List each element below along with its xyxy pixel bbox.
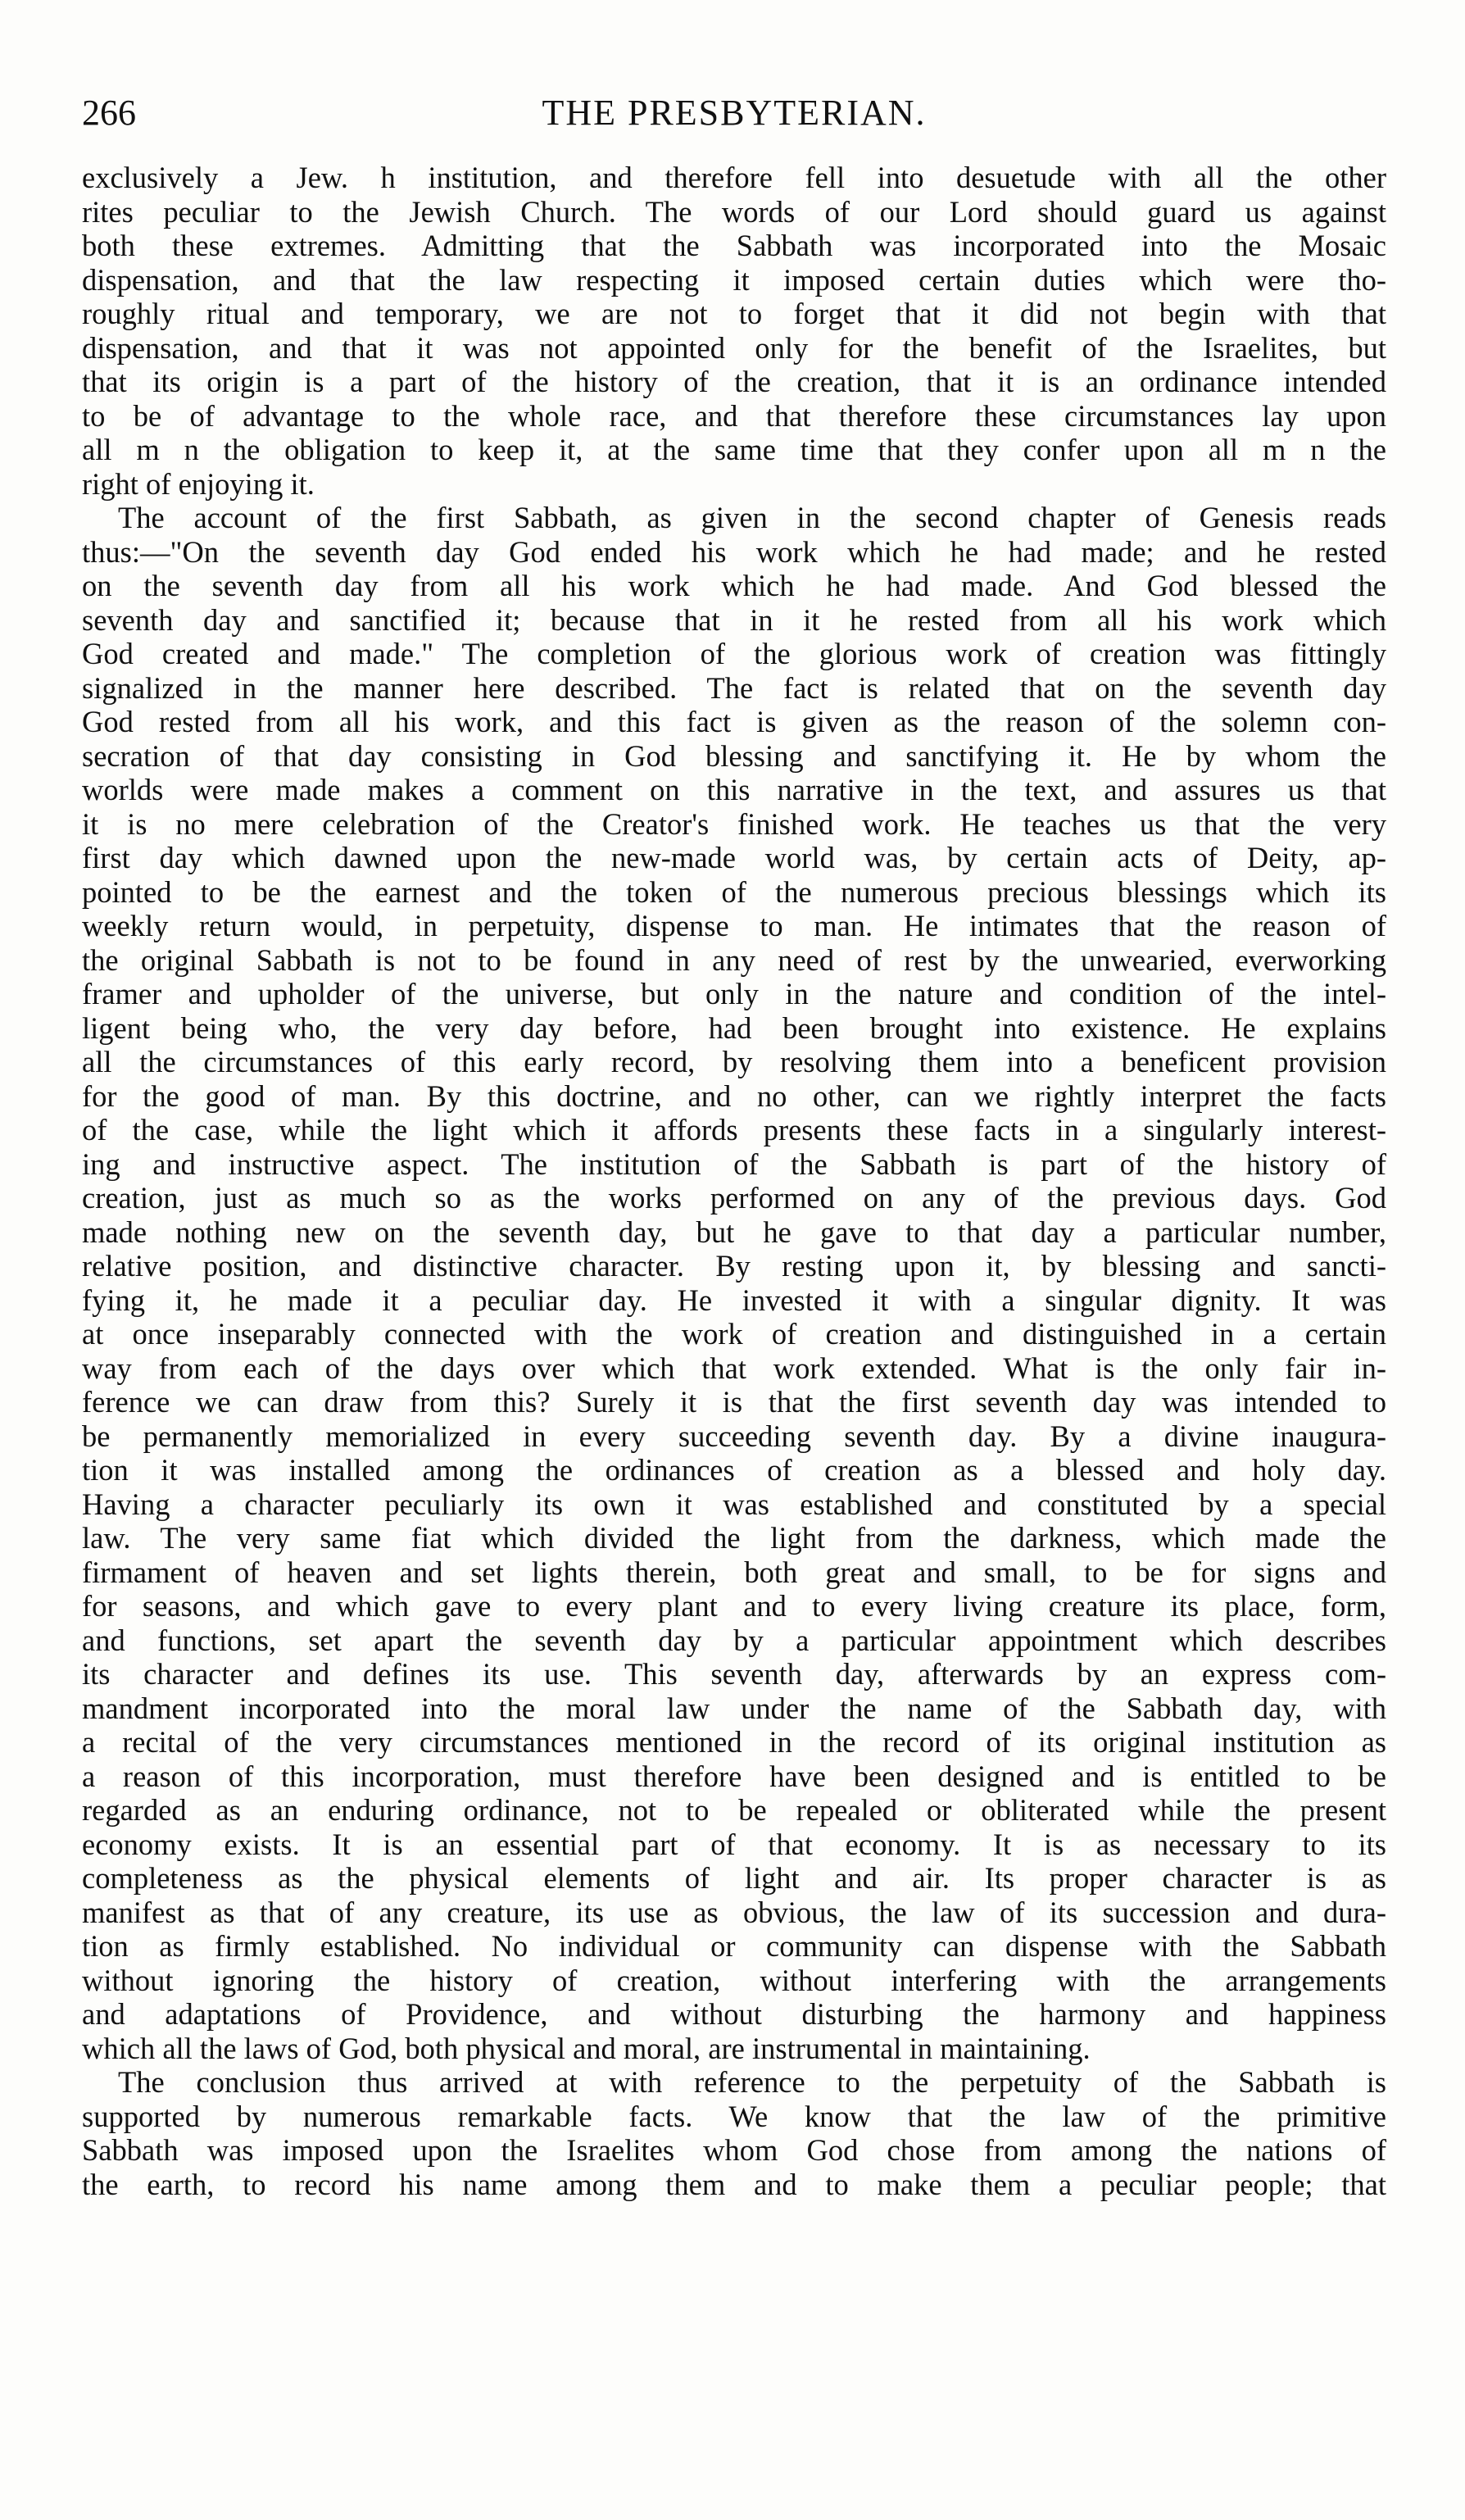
text-line: law. The very same fiat which divided the light from the darkness, which made the <box>82 1521 1386 1555</box>
text-line: ligent being who, the very day before, had been brought into existence. He explains <box>82 1010 1386 1045</box>
text-line: made nothing new on the seventh day, but he gave to that day a particular number, <box>82 1215 1386 1249</box>
text-line: rites peculiar to the Jewish Church. The words of our Lord should guard us against <box>82 194 1386 229</box>
text-line: on the seventh day from all his work which he had made. And God blessed the <box>82 569 1386 602</box>
page-number: 266 <box>82 93 136 133</box>
paragraph <box>82 2065 1386 2201</box>
text-line: for seasons, and which gave to every plant and to every living creature its place, form, <box>82 1589 1386 1623</box>
text-line: that its origin is a part of the history of the creation, that it is an ordinance intended <box>82 365 1386 398</box>
text-line: dispensation, and that the law respecting it imposed certain duties which were tho- <box>82 262 1386 297</box>
text-line: Having a character peculiarly its own it was established and constituted by a special <box>82 1487 1386 1521</box>
text-line: for the good of man. By this doctrine, and no other, can we rightly interpret the facts <box>82 1078 1386 1113</box>
text-line: ference we can draw from this? Surely it is that the first seventh day was intended to <box>82 1385 1386 1419</box>
text-line: right of enjoying it. <box>82 466 315 501</box>
text-line: of the case, while the light which it affords presents these facts in a singularly interest- <box>82 1113 1386 1146</box>
text-line: at once inseparably connected with the work of creation and distinguished in a certain <box>82 1317 1386 1351</box>
text-line: it is no mere celebration of the Creator's finished work. He teaches us that the very <box>82 806 1386 841</box>
text-line: secration of that day consisting in God blessing and sanctifying it. He by whom the <box>82 738 1386 773</box>
text-line: relative position, and distinctive character. By resting upon it, by blessing and sancti- <box>82 1249 1386 1283</box>
text-line: dispensation, and that it was not appointed only for the benefit of the Israelites, but <box>82 330 1386 365</box>
text-line: tion it was installed among the ordinances of creation as a blessed and holy day. <box>82 1453 1386 1487</box>
text-line: without ignoring the history of creation, without interfering with the arrangements <box>82 1963 1386 1997</box>
text-line: way from each of the days over which that work extended. What is the only fair in- <box>82 1351 1386 1385</box>
text-line: The conclusion thus arrived at with reference to the perpetuity of the Sabbath is <box>118 2065 1386 2099</box>
text-line: and functions, set apart the seventh day by a particular appointment which describes <box>82 1623 1386 1657</box>
text-line: a recital of the very circumstances mentioned in the record of its original institution as <box>82 1725 1386 1759</box>
text-line: roughly ritual and temporary, we are not to forget that it did not begin with that <box>82 297 1386 330</box>
text-line: completeness as the physical elements of light and air. Its proper character is as <box>82 1861 1386 1895</box>
text-line: weekly return would, in perpetuity, dispense to man. He intimates that the reason of <box>82 909 1386 942</box>
text-line: to be of advantage to the whole race, and that therefore these circumstances lay upon <box>82 398 1386 433</box>
text-line: fying it, he made it a peculiar day. He invested it with a singular dignity. It was <box>82 1283 1386 1317</box>
text-line: framer and upholder of the universe, but only in the nature and condition of the intel- <box>82 977 1386 1010</box>
text-line: God created and made." The completion of the glorious work of creation was fittingly <box>82 637 1386 670</box>
text-line: be permanently memorialized in every succeeding seventh day. By a divine inaugura- <box>82 1419 1386 1453</box>
page-header <box>82 89 1386 138</box>
text-line: signalized in the manner here described. The fact is related that on the seventh day <box>82 670 1386 705</box>
text-line: all the circumstances of this early record, by resolving them into a beneficent provision <box>82 1045 1386 1078</box>
running-title: THE PRESBYTERIAN. <box>542 93 927 133</box>
text-line: regarded as an enduring ordinance, not to be repealed or obliterated while the present <box>82 1793 1386 1827</box>
text-line: all m n the obligation to keep it, at the same time that they confer upon all m n the <box>82 433 1386 466</box>
text-line: which all the laws of God, both physical and moral, are instrumental in maintaining. <box>82 2031 1091 2065</box>
text-line: The account of the first Sabbath, as given in the second chapter of Genesis reads <box>118 501 1386 534</box>
text-line: first day which dawned upon the new-made world was, by certain acts of Deity, ap- <box>82 841 1386 874</box>
text-line: Sabbath was imposed upon the Israelites whom God chose from among the nations of <box>82 2133 1386 2167</box>
text-line: thus:—"On the seventh day God ended his work which he had made; and he rested <box>82 534 1386 569</box>
text-line: manifest as that of any creature, its use as obvious, the law of its succession and dura- <box>82 1895 1386 1929</box>
text-line: a reason of this incorporation, must therefore have been designed and is entitled to be <box>82 1759 1386 1793</box>
text-line: pointed to be the earnest and the token of the numerous precious blessings which its <box>82 874 1386 909</box>
text-line: creation, just as much so as the works performed on any of the previous days. God <box>82 1181 1386 1215</box>
text-line: supported by numerous remarkable facts. We know that the law of the primitive <box>82 2099 1386 2133</box>
text-line: tion as firmly established. No individual or community can dispense with the Sabbath <box>82 1929 1386 1963</box>
text-line: mandment incorporated into the moral law under the name of the Sabbath day, with <box>82 1691 1386 1725</box>
text-line: both these extremes. Admitting that the Sabbath was incorporated into the Mosaic <box>82 229 1386 262</box>
text-line: the earth, to record his name among them and to make them a peculiar people; that <box>82 2167 1386 2201</box>
paragraph <box>82 501 1386 2065</box>
text-line: God rested from all his work, and this fact is given as the reason of the solemn con- <box>82 705 1386 738</box>
paragraph <box>82 161 1386 501</box>
text-line: worlds were made makes a comment on this narrative in the text, and assures us that <box>82 773 1386 806</box>
text-line: ing and instructive aspect. The institution of the Sabbath is part of the history of <box>82 1146 1386 1181</box>
text-line: and adaptations of Providence, and without disturbing the harmony and happiness <box>82 1997 1386 2031</box>
text-line: the original Sabbath is not to be found in any need of rest by the unwearied, everworking <box>82 942 1386 977</box>
text-line: firmament of heaven and set lights therein, both great and small, to be for signs and <box>82 1555 1386 1589</box>
body-text <box>82 161 1386 2201</box>
text-line: its character and defines its use. This seventh day, afterwards by an express com- <box>82 1657 1386 1691</box>
text-line: exclusively a Jew. h institution, and therefore fell into desuetude with all the other <box>82 161 1386 194</box>
text-line: economy exists. It is an essential part of that economy. It is as necessary to its <box>82 1827 1386 1861</box>
text-line: seventh day and sanctified it; because that in it he rested from all his work which <box>82 602 1386 637</box>
